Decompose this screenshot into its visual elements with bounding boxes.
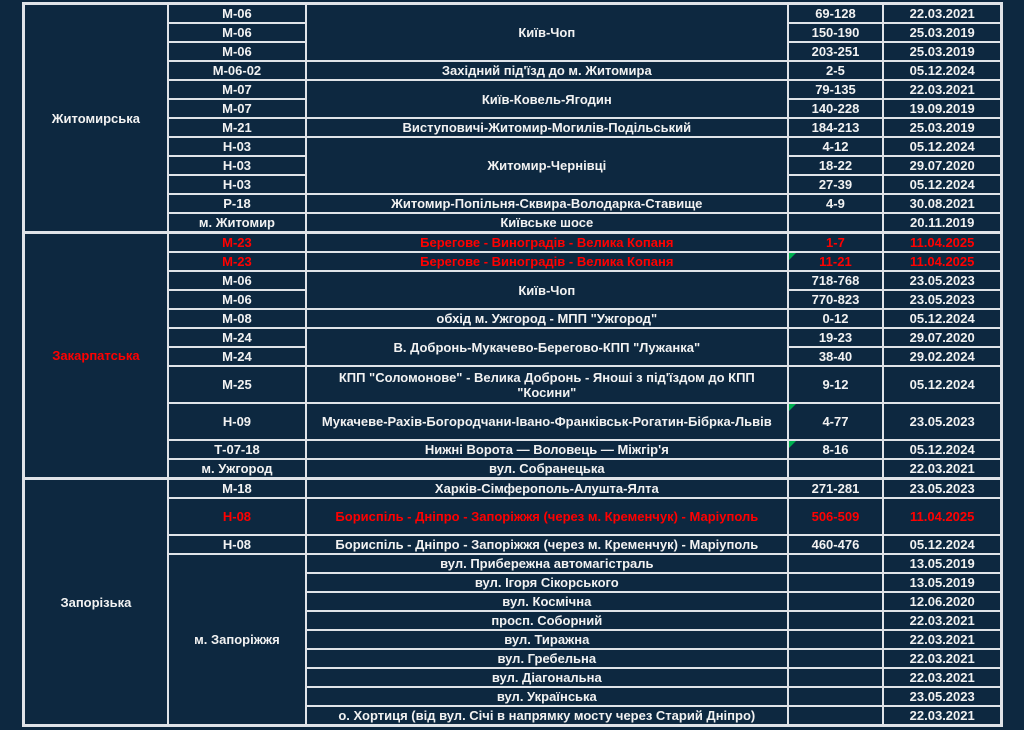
date-cell: 23.05.2023 <box>883 479 1001 499</box>
table-row <box>24 328 1002 347</box>
road-code-cell: Н-09 <box>168 403 306 440</box>
table-row <box>24 309 1002 328</box>
road-code-cell: М-18 <box>168 479 306 499</box>
road-name-cell: вул. Діагональна <box>306 668 787 687</box>
date-cell: 30.08.2021 <box>883 194 1001 213</box>
date-cell: 13.05.2019 <box>883 573 1001 592</box>
km-range-cell: 18-22 <box>788 156 884 175</box>
date-cell: 05.12.2024 <box>883 366 1001 403</box>
table-row <box>24 194 1002 213</box>
date-cell: 25.03.2019 <box>883 118 1001 137</box>
date-cell: 22.03.2021 <box>883 459 1001 479</box>
date-cell: 29.02.2024 <box>883 347 1001 366</box>
road-name-cell: Житомир-Чернівці <box>306 137 787 194</box>
date-cell: 11.04.2025 <box>883 252 1001 271</box>
road-code-cell: М-21 <box>168 118 306 137</box>
km-range-cell: 140-228 <box>788 99 884 118</box>
road-code-cell: м. Житомир <box>168 213 306 233</box>
date-cell: 29.07.2020 <box>883 156 1001 175</box>
table-row <box>24 233 1002 253</box>
road-code-cell: Р-18 <box>168 194 306 213</box>
date-cell: 11.04.2025 <box>883 233 1001 253</box>
road-name-cell: о. Хортиця (від вул. Січі в напрямку мосту через Старий Дніпро) <box>306 706 787 726</box>
table-row <box>24 403 1002 440</box>
date-cell: 13.05.2019 <box>883 554 1001 573</box>
km-range-cell <box>788 459 884 479</box>
road-name-cell: Київ-Чоп <box>306 271 787 309</box>
date-cell: 22.03.2021 <box>883 706 1001 726</box>
road-code-cell: М-23 <box>168 233 306 253</box>
region-cell: Житомирська <box>24 4 168 233</box>
table-row <box>24 252 1002 271</box>
km-range-cell <box>788 630 884 649</box>
road-name-cell: Мукачеве-Рахів-Богородчани-Івано-Франківськ-Рогатин-Бібрка-Львів <box>306 403 787 440</box>
road-code-cell: М-06 <box>168 4 306 24</box>
road-name-cell: Виступовичі-Житомир-Могилів-Подільський <box>306 118 787 137</box>
table-row <box>24 4 1002 24</box>
road-code-cell: Н-08 <box>168 498 306 535</box>
road-name-cell: Київське шосе <box>306 213 787 233</box>
road-name-cell: Харків-Сімферополь-Алушта-Ялта <box>306 479 787 499</box>
road-code-cell: м. Ужгород <box>168 459 306 479</box>
km-range-cell: 79-135 <box>788 80 884 99</box>
roads-table <box>22 2 1003 727</box>
date-cell: 23.05.2023 <box>883 403 1001 440</box>
road-name-cell: вул. Прибережна автомагістраль <box>306 554 787 573</box>
road-name-cell: КПП "Соломонове" - Велика Добронь - Яноші з під'їздом до КПП "Косини" <box>306 366 787 403</box>
km-range-cell <box>788 213 884 233</box>
road-name-cell: Київ-Ковель-Ягодин <box>306 80 787 118</box>
date-cell: 05.12.2024 <box>883 309 1001 328</box>
date-cell: 22.03.2021 <box>883 611 1001 630</box>
region-cell: Запорізька <box>24 479 168 726</box>
road-name-cell: Нижні Ворота — Воловець — Міжгір'я <box>306 440 787 459</box>
date-cell: 25.03.2019 <box>883 23 1001 42</box>
road-code-cell: Т-07-18 <box>168 440 306 459</box>
date-cell: 19.09.2019 <box>883 99 1001 118</box>
date-cell: 05.12.2024 <box>883 175 1001 194</box>
road-name-cell: Берегове - Виноградів - Велика Копаня <box>306 252 787 271</box>
road-name-cell: Бориспіль - Дніпро - Запоріжжя (через м. Кременчук) - Маріуполь <box>306 535 787 554</box>
road-name-cell: В. Добронь-Мукачево-Берегово-КПП "Лужанка" <box>306 328 787 366</box>
road-code-cell: М-06 <box>168 42 306 61</box>
date-cell: 05.12.2024 <box>883 61 1001 80</box>
km-range-cell: 11-21 <box>788 252 884 271</box>
km-range-cell: 184-213 <box>788 118 884 137</box>
note-marker-icon <box>789 441 796 448</box>
road-code-cell: М-08 <box>168 309 306 328</box>
km-range-cell <box>788 573 884 592</box>
km-range-cell: 4-77 <box>788 403 884 440</box>
km-range-cell: 0-12 <box>788 309 884 328</box>
table-row <box>24 137 1002 156</box>
table-row <box>24 80 1002 99</box>
road-name-cell: обхід м. Ужгород - МПП "Ужгород" <box>306 309 787 328</box>
road-name-cell: вул. Гребельна <box>306 649 787 668</box>
table-row <box>24 61 1002 80</box>
table-row <box>24 440 1002 459</box>
km-range-cell: 38-40 <box>788 347 884 366</box>
road-code-cell: Н-03 <box>168 137 306 156</box>
roads-table-body <box>24 4 1002 726</box>
km-range-cell: 9-12 <box>788 366 884 403</box>
date-cell: 22.03.2021 <box>883 630 1001 649</box>
date-cell: 23.05.2023 <box>883 687 1001 706</box>
road-code-cell: М-06 <box>168 290 306 309</box>
km-range-cell: 2-5 <box>788 61 884 80</box>
date-cell: 22.03.2021 <box>883 668 1001 687</box>
road-code-cell: Н-03 <box>168 156 306 175</box>
km-range-cell: 4-12 <box>788 137 884 156</box>
table-row <box>24 213 1002 233</box>
road-name-cell: Житомир-Попільня-Сквира-Володарка-Ставище <box>306 194 787 213</box>
km-range-cell: 770-823 <box>788 290 884 309</box>
date-cell: 20.11.2019 <box>883 213 1001 233</box>
date-cell: 11.04.2025 <box>883 498 1001 535</box>
km-range-cell: 69-128 <box>788 4 884 24</box>
km-range-cell <box>788 649 884 668</box>
road-code-cell: М-24 <box>168 328 306 347</box>
road-name-cell: вул. Тиражна <box>306 630 787 649</box>
road-code-cell: М-25 <box>168 366 306 403</box>
km-range-cell: 460-476 <box>788 535 884 554</box>
road-code-cell: М-07 <box>168 99 306 118</box>
road-name-cell: вул. Українська <box>306 687 787 706</box>
note-marker-icon <box>789 404 796 411</box>
road-name-cell: Берегове - Виноградів - Велика Копаня <box>306 233 787 253</box>
road-name-cell: Бориспіль - Дніпро - Запоріжжя (через м. Кременчук) - Маріуполь <box>306 498 787 535</box>
date-cell: 25.03.2019 <box>883 42 1001 61</box>
road-code-cell: Н-03 <box>168 175 306 194</box>
road-name-cell: Київ-Чоп <box>306 4 787 62</box>
road-code-cell: М-07 <box>168 80 306 99</box>
table-row <box>24 498 1002 535</box>
km-range-cell: 8-16 <box>788 440 884 459</box>
km-range-cell <box>788 592 884 611</box>
road-code-cell: М-23 <box>168 252 306 271</box>
date-cell: 05.12.2024 <box>883 137 1001 156</box>
note-marker-icon <box>789 253 796 260</box>
km-range-cell <box>788 611 884 630</box>
table-row <box>24 271 1002 290</box>
road-code-cell: М-06 <box>168 271 306 290</box>
date-cell: 29.07.2020 <box>883 328 1001 347</box>
table-row <box>24 118 1002 137</box>
date-cell: 05.12.2024 <box>883 535 1001 554</box>
date-cell: 22.03.2021 <box>883 4 1001 24</box>
table-row <box>24 366 1002 403</box>
km-range-cell <box>788 706 884 726</box>
road-code-cell: м. Запоріжжя <box>168 554 306 726</box>
km-range-cell: 203-251 <box>788 42 884 61</box>
km-range-cell: 150-190 <box>788 23 884 42</box>
date-cell: 23.05.2023 <box>883 271 1001 290</box>
km-range-cell <box>788 687 884 706</box>
road-name-cell: вул. Космічна <box>306 592 787 611</box>
km-range-cell: 718-768 <box>788 271 884 290</box>
table-row <box>24 554 1002 573</box>
km-range-cell: 506-509 <box>788 498 884 535</box>
date-cell: 22.03.2021 <box>883 80 1001 99</box>
table-row <box>24 535 1002 554</box>
km-range-cell: 19-23 <box>788 328 884 347</box>
date-cell: 22.03.2021 <box>883 649 1001 668</box>
km-range-cell: 4-9 <box>788 194 884 213</box>
date-cell: 23.05.2023 <box>883 290 1001 309</box>
date-cell: 12.06.2020 <box>883 592 1001 611</box>
region-cell: Закарпатська <box>24 233 168 479</box>
road-name-cell: Західний під'їзд до м. Житомира <box>306 61 787 80</box>
road-code-cell: М-24 <box>168 347 306 366</box>
table-row <box>24 459 1002 479</box>
road-code-cell: М-06 <box>168 23 306 42</box>
km-range-cell: 27-39 <box>788 175 884 194</box>
km-range-cell: 271-281 <box>788 479 884 499</box>
road-name-cell: вул. Ігоря Сікорського <box>306 573 787 592</box>
km-range-cell <box>788 554 884 573</box>
km-range-cell <box>788 668 884 687</box>
road-code-cell: Н-08 <box>168 535 306 554</box>
km-range-cell: 1-7 <box>788 233 884 253</box>
road-name-cell: просп. Соборний <box>306 611 787 630</box>
road-name-cell: вул. Собранецька <box>306 459 787 479</box>
table-row <box>24 479 1002 499</box>
date-cell: 05.12.2024 <box>883 440 1001 459</box>
road-code-cell: М-06-02 <box>168 61 306 80</box>
